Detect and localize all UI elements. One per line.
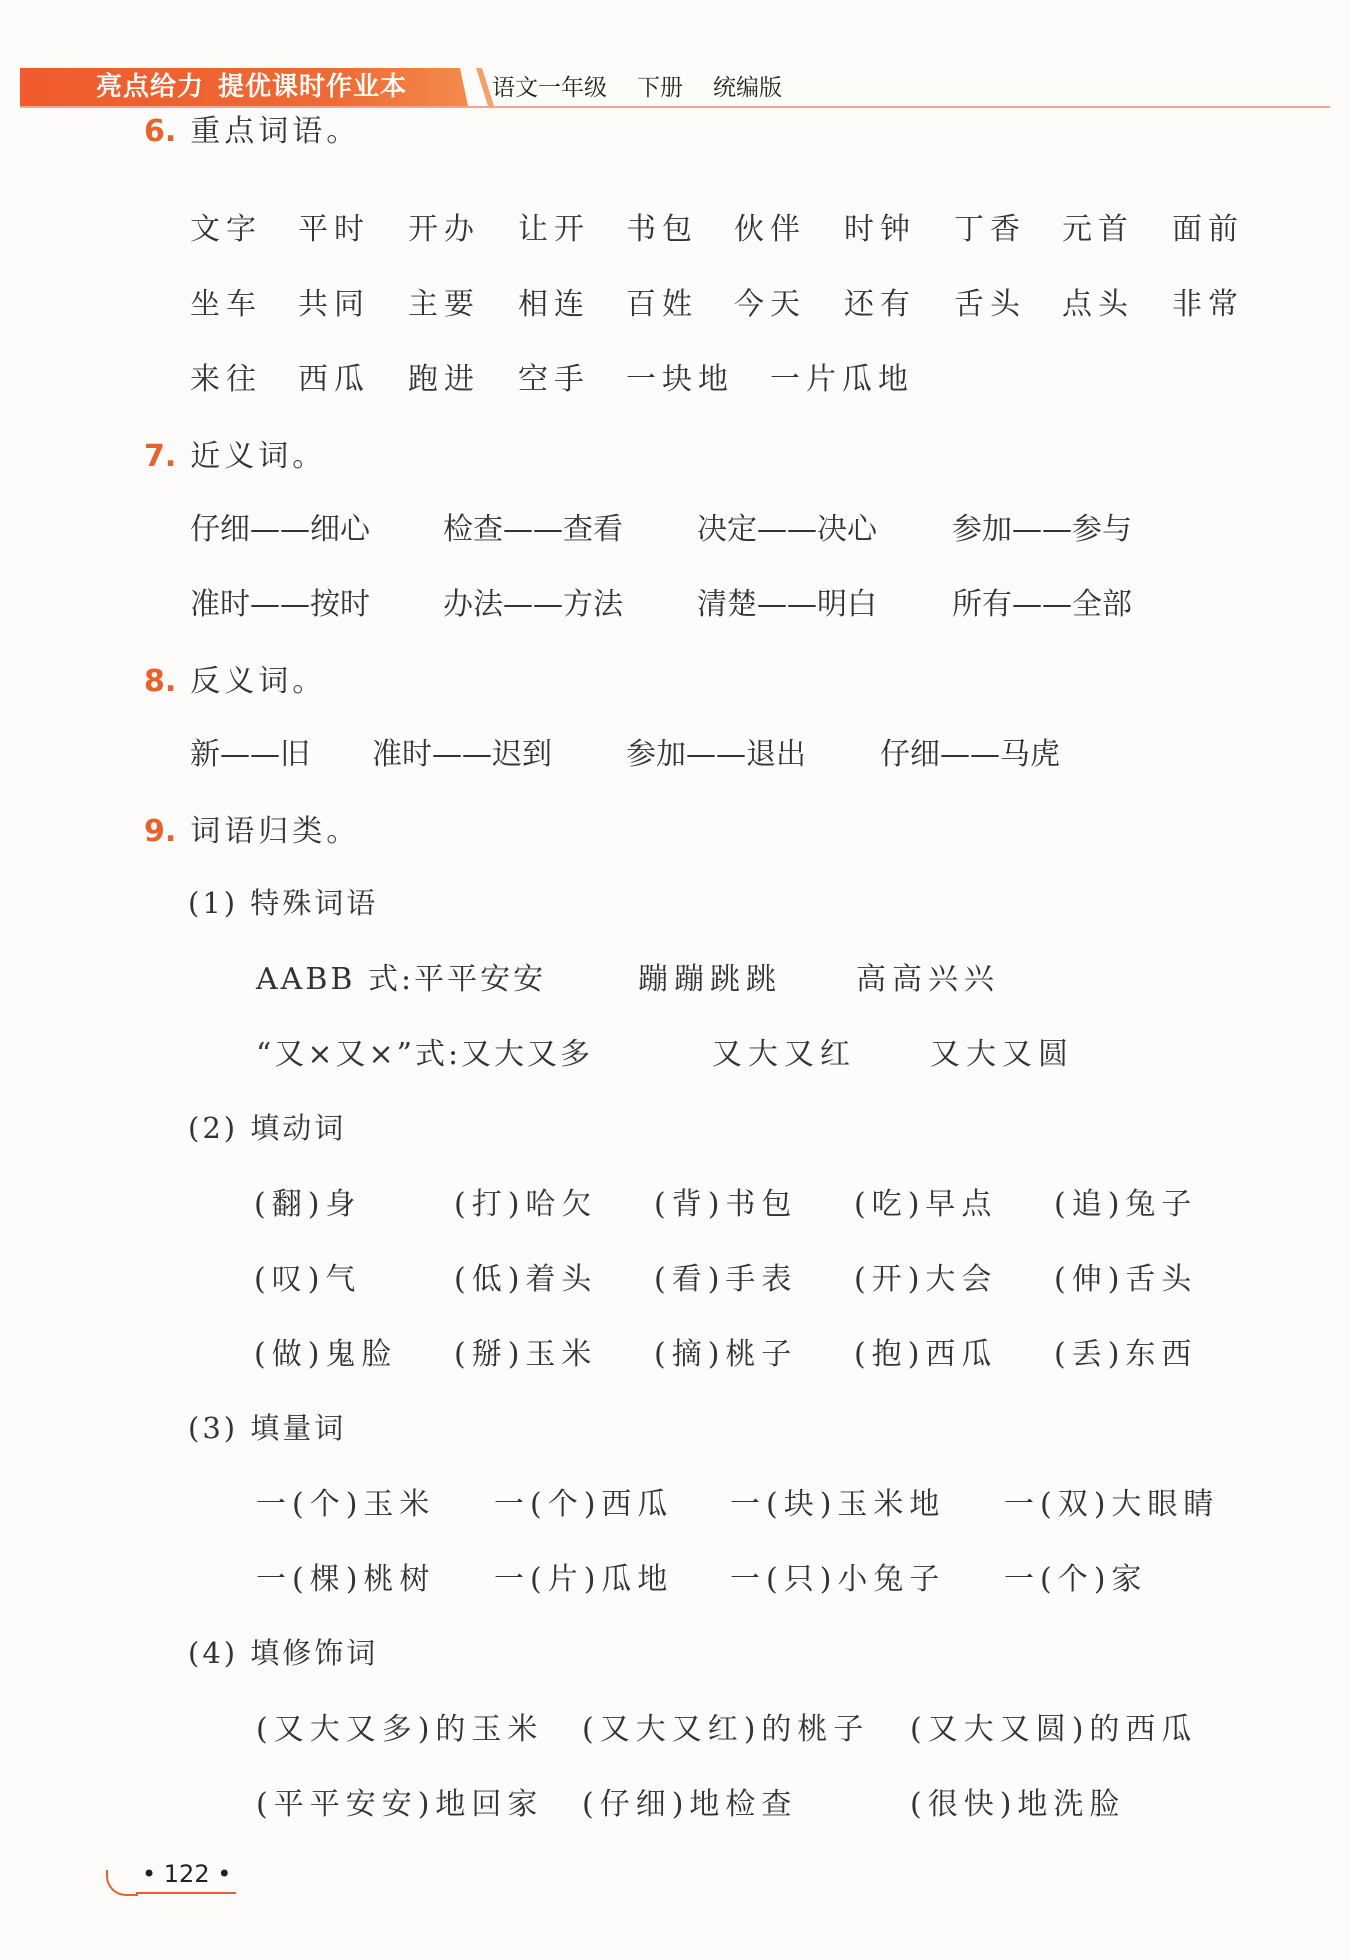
synonym-pair: 所有——全部 [952, 587, 1132, 622]
section-number: 6. [144, 114, 177, 149]
word: 文字 [190, 212, 262, 247]
measure-phrase: 一(个)玉米 [256, 1487, 436, 1522]
synonym-pair: 参加——参与 [952, 512, 1132, 547]
word-group: 高高兴兴 [856, 962, 1000, 997]
synonym-pair: 仔细——细心 [190, 512, 370, 547]
word: 开办 [408, 212, 480, 247]
word: 面前 [1172, 212, 1244, 247]
subject-grade: 语文一年级 [492, 75, 607, 101]
word-group: 又大又红 [712, 1037, 856, 1072]
word: 伙伴 [734, 212, 806, 247]
verb-phrase: (抱)西瓜 [854, 1337, 998, 1372]
verb-phrase: (做)鬼脸 [254, 1337, 398, 1372]
synonym-pair: 清楚——明白 [697, 587, 877, 622]
word: 平时 [298, 212, 370, 247]
verb-phrase: (伸)舌头 [1054, 1262, 1198, 1297]
word: 舌头 [954, 287, 1026, 322]
word: 非常 [1172, 287, 1244, 322]
measure-phrase: 一(块)玉米地 [730, 1487, 946, 1522]
word-group: “又×又×”式:又大又多 [256, 1037, 594, 1072]
verb-phrase: (背)书包 [654, 1187, 798, 1222]
verb-phrase: (吃)早点 [854, 1187, 998, 1222]
word-group: AABB 式:平平安安 [256, 962, 547, 997]
synonym-pair: 准时——按时 [190, 587, 370, 622]
section-heading: 重点词语。 [190, 114, 361, 149]
subsection-1-title: (1) 特殊词语 [188, 886, 379, 920]
word: 百姓 [626, 287, 698, 322]
synonym-pair: 检查——查看 [443, 512, 623, 547]
measure-phrase: 一(双)大眼睛 [1004, 1487, 1220, 1522]
measure-phrase: 一(棵)桃树 [256, 1562, 436, 1597]
antonym-pair: 参加——退出 [626, 737, 806, 772]
modifier-phrase: (又大又多)的玉米 [256, 1712, 544, 1747]
modifier-phrase: (又大又圆)的西瓜 [910, 1712, 1198, 1747]
word: 丁香 [954, 212, 1026, 247]
verb-phrase: (低)着头 [454, 1262, 598, 1297]
verb-phrase: (打)哈欠 [454, 1187, 598, 1222]
modifier-phrase: (平平安安)地回家 [256, 1787, 544, 1822]
word: 时钟 [844, 212, 916, 247]
section-number: 7. [144, 439, 177, 474]
word: 元首 [1062, 212, 1134, 247]
word: 点头 [1062, 287, 1134, 322]
section-7-title [144, 431, 326, 475]
book-info [492, 70, 812, 106]
word: 还有 [844, 287, 916, 322]
page-footer [106, 1856, 236, 1896]
section-6-title [144, 106, 360, 150]
word: 相连 [518, 287, 590, 322]
footer-line-decoration [136, 1892, 236, 1894]
word: 书包 [626, 212, 698, 247]
measure-phrase: 一(个)西瓜 [494, 1487, 674, 1522]
subsection-4-title: (4) 填修饰词 [188, 1636, 379, 1670]
word: 坐车 [190, 287, 262, 322]
section-heading: 词语归类。 [190, 814, 361, 849]
synonym-pair: 办法——方法 [443, 587, 623, 622]
word: 来往 [190, 362, 262, 397]
section-number: 8. [144, 664, 177, 699]
measure-phrase: 一(片)瓜地 [494, 1562, 674, 1597]
footer-curve-decoration [106, 1870, 138, 1896]
modifier-phrase: (又大又红)的桃子 [582, 1712, 870, 1747]
verb-phrase: (丢)东西 [1054, 1337, 1198, 1372]
word: 空手 [518, 362, 590, 397]
verb-phrase: (掰)玉米 [454, 1337, 598, 1372]
modifier-phrase: (仔细)地检查 [582, 1787, 798, 1822]
word-group: 又大又圆 [930, 1037, 1074, 1072]
measure-phrase: 一(个)家 [1004, 1562, 1148, 1597]
word: 跑进 [408, 362, 480, 397]
volume: 下册 [637, 75, 683, 101]
modifier-phrase: (很快)地洗脸 [910, 1787, 1126, 1822]
verb-phrase: (追)兔子 [1054, 1187, 1198, 1222]
antonym-pair: 准时——迟到 [372, 737, 552, 772]
page-header [20, 62, 1330, 108]
subsection-3-title: (3) 填量词 [188, 1411, 347, 1445]
subsection-2-title: (2) 填动词 [188, 1111, 347, 1145]
antonym-pair: 新——旧 [190, 737, 310, 772]
word: 让开 [518, 212, 590, 247]
page-number: • 122 • [142, 1860, 232, 1888]
section-number: 9. [144, 814, 177, 849]
verb-phrase: (叹)气 [254, 1262, 362, 1297]
word-group: 蹦蹦跳跳 [638, 962, 782, 997]
measure-phrase: 一(只)小兔子 [730, 1562, 946, 1597]
word: 共同 [298, 287, 370, 322]
word: 一块地 [626, 362, 734, 397]
verb-phrase: (开)大会 [854, 1262, 998, 1297]
antonym-pair: 仔细——马虎 [880, 737, 1060, 772]
word: 西瓜 [298, 362, 370, 397]
section-8-title [144, 656, 326, 700]
verb-phrase: (翻)身 [254, 1187, 362, 1222]
section-heading: 近义词。 [190, 439, 327, 474]
word: 一片瓜地 [770, 362, 914, 397]
banner-title [96, 68, 407, 106]
synonym-pair: 决定——决心 [697, 512, 877, 547]
series-name: 提优课时作业本 [218, 72, 408, 102]
section-heading: 反义词。 [190, 664, 327, 699]
verb-phrase: (看)手表 [654, 1262, 798, 1297]
edition: 统编版 [713, 75, 782, 101]
section-9-title [144, 806, 360, 850]
word: 今天 [734, 287, 806, 322]
brand-name: 亮点给力 [96, 72, 205, 102]
verb-phrase: (摘)桃子 [654, 1337, 798, 1372]
word: 主要 [408, 287, 480, 322]
